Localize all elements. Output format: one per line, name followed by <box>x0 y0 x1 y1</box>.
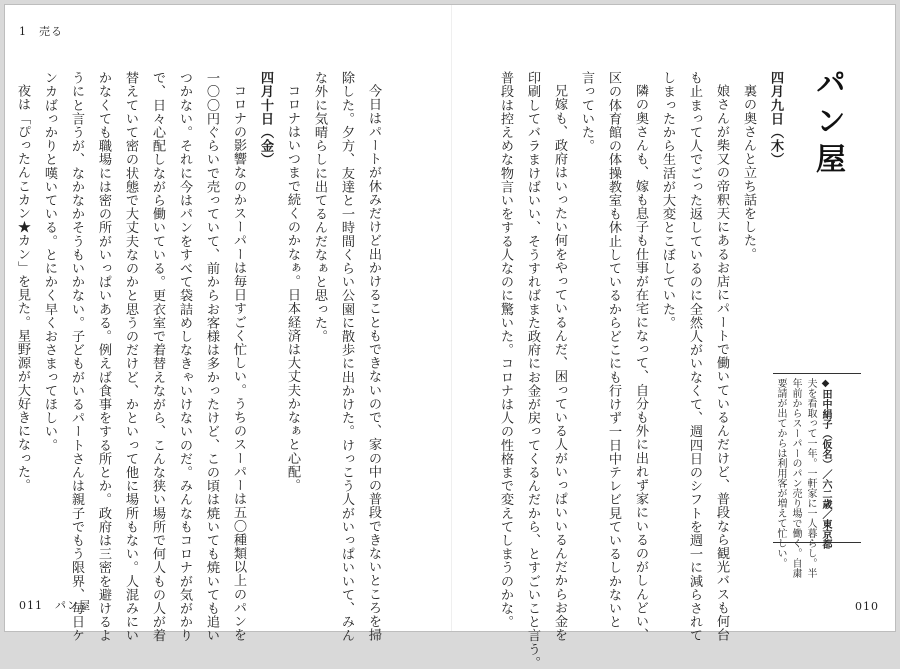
body-line: 裏の奥さんと立ち話をした。 <box>741 84 756 261</box>
body-line: 娘さんが柴又の帝釈天にあるお店にパートで働いているんだけど、普段なら観光バスも何台 <box>714 84 729 642</box>
body-line: な外に気晴らしに出てるんだなぁと思った。 <box>312 71 327 343</box>
body-line: かなくても職場には密の所がいっぱいある。例えば食事をする所とか。政府は三密を避けるよ <box>96 71 111 643</box>
body-line: 兄嫁も、政府はいったい何をやっているんだ、困っている人がいっぱいいるんだからお金を <box>552 84 567 642</box>
entry-date: 四月十日（金） <box>258 71 273 167</box>
body-line: コロナはいつまで続くのかなぁ。日本経済は大丈夫かなぁと心配。 <box>285 84 300 493</box>
profile-name: ◆田中絹子（仮名）／六二歳／東京都 <box>820 378 831 549</box>
gutter-line <box>451 5 452 631</box>
profile-line: 夫を看取って一年。一軒家に一人暮らし。半 <box>805 378 816 578</box>
footer-left: 011 パン屋 <box>19 599 91 612</box>
book-spread <box>4 4 896 669</box>
right-page-body <box>492 71 789 669</box>
body-line: 一〇〇円ぐらいで売っていて、前からお客様は多かったけど、この頃は焼いても焼いても追い <box>204 71 219 643</box>
body-line: で、日々心配しながら働いている。更衣室で着替えながら、こんな狭い場所で何人もの人が着 <box>150 71 165 643</box>
body-line: 普段は控えめな物言いをする人なのに驚いた。コロナは人の性格まで変えてしまうのかな。 <box>498 71 513 629</box>
body-line: 夜は「ぴったんこカン★カン」を見た。星野源が大好きになった。 <box>15 84 30 493</box>
page-number: 010 <box>855 600 879 613</box>
body-line: 替えていて密の状態で大丈夫なのかと思うのだけど、かといって他に場所もない。人混みにい <box>123 71 138 643</box>
body-line: も止まって人でごった返しているのに全然人がいなくて、週四日のシフトを週一に減らされて <box>687 71 702 643</box>
body-line: 言っていた。 <box>579 71 594 153</box>
profile-line: 要請が出てからは利用客が増えて忙しい。 <box>775 378 786 568</box>
body-line: しまったから生活が大変とこぼしていた。 <box>660 71 675 330</box>
running-head: 1 売る <box>19 25 63 38</box>
body-line: うにと言うが、なかなかそうもいかない。子どもがいるパートさんは親子でもう限界、毎日ケ <box>69 71 84 643</box>
body-line: 今日はパートが休みだけど出かけることもできないので、家の中の普段できないところを掃 <box>366 84 381 642</box>
body-line: 区の体育館の体操教室も休止しているからどこにも行けず一日中テレビ見ているしかないと <box>606 71 621 629</box>
body-line: 隣の奥さんも、嫁も息子も仕事が在宅になって、自分も外に出れず家にいるのがしんどい、 <box>633 84 648 642</box>
entry-date: 四月九日（木） <box>768 71 783 167</box>
body-line: コロナの影響なのかスーパーは毎日すごく忙しい。うちのスーパーは五〇種類以上のパンを <box>231 84 246 642</box>
profile-line: 年前からスーパーのパン売り場で働く。自粛 <box>790 378 801 578</box>
body-line: 印刷してバラまけばいい、そうすればまた政府にお金が戻ってくるんだから、とすごいこと言う。 <box>525 71 540 669</box>
body-line: ンカばっかりと嘆いている。とにかく早くおさまってほしい。 <box>42 71 57 452</box>
body-line: つかない。それに今はパンをすべて袋詰めしなきゃいけないのだ。みんなもコロナが気がかり <box>177 71 192 643</box>
body-line: 除した。夕方、友達と一時間くらい公園に散歩に出かけた。けっこう人がいっぱいいて、みん <box>339 71 354 643</box>
page-title: パン屋 <box>810 67 845 181</box>
